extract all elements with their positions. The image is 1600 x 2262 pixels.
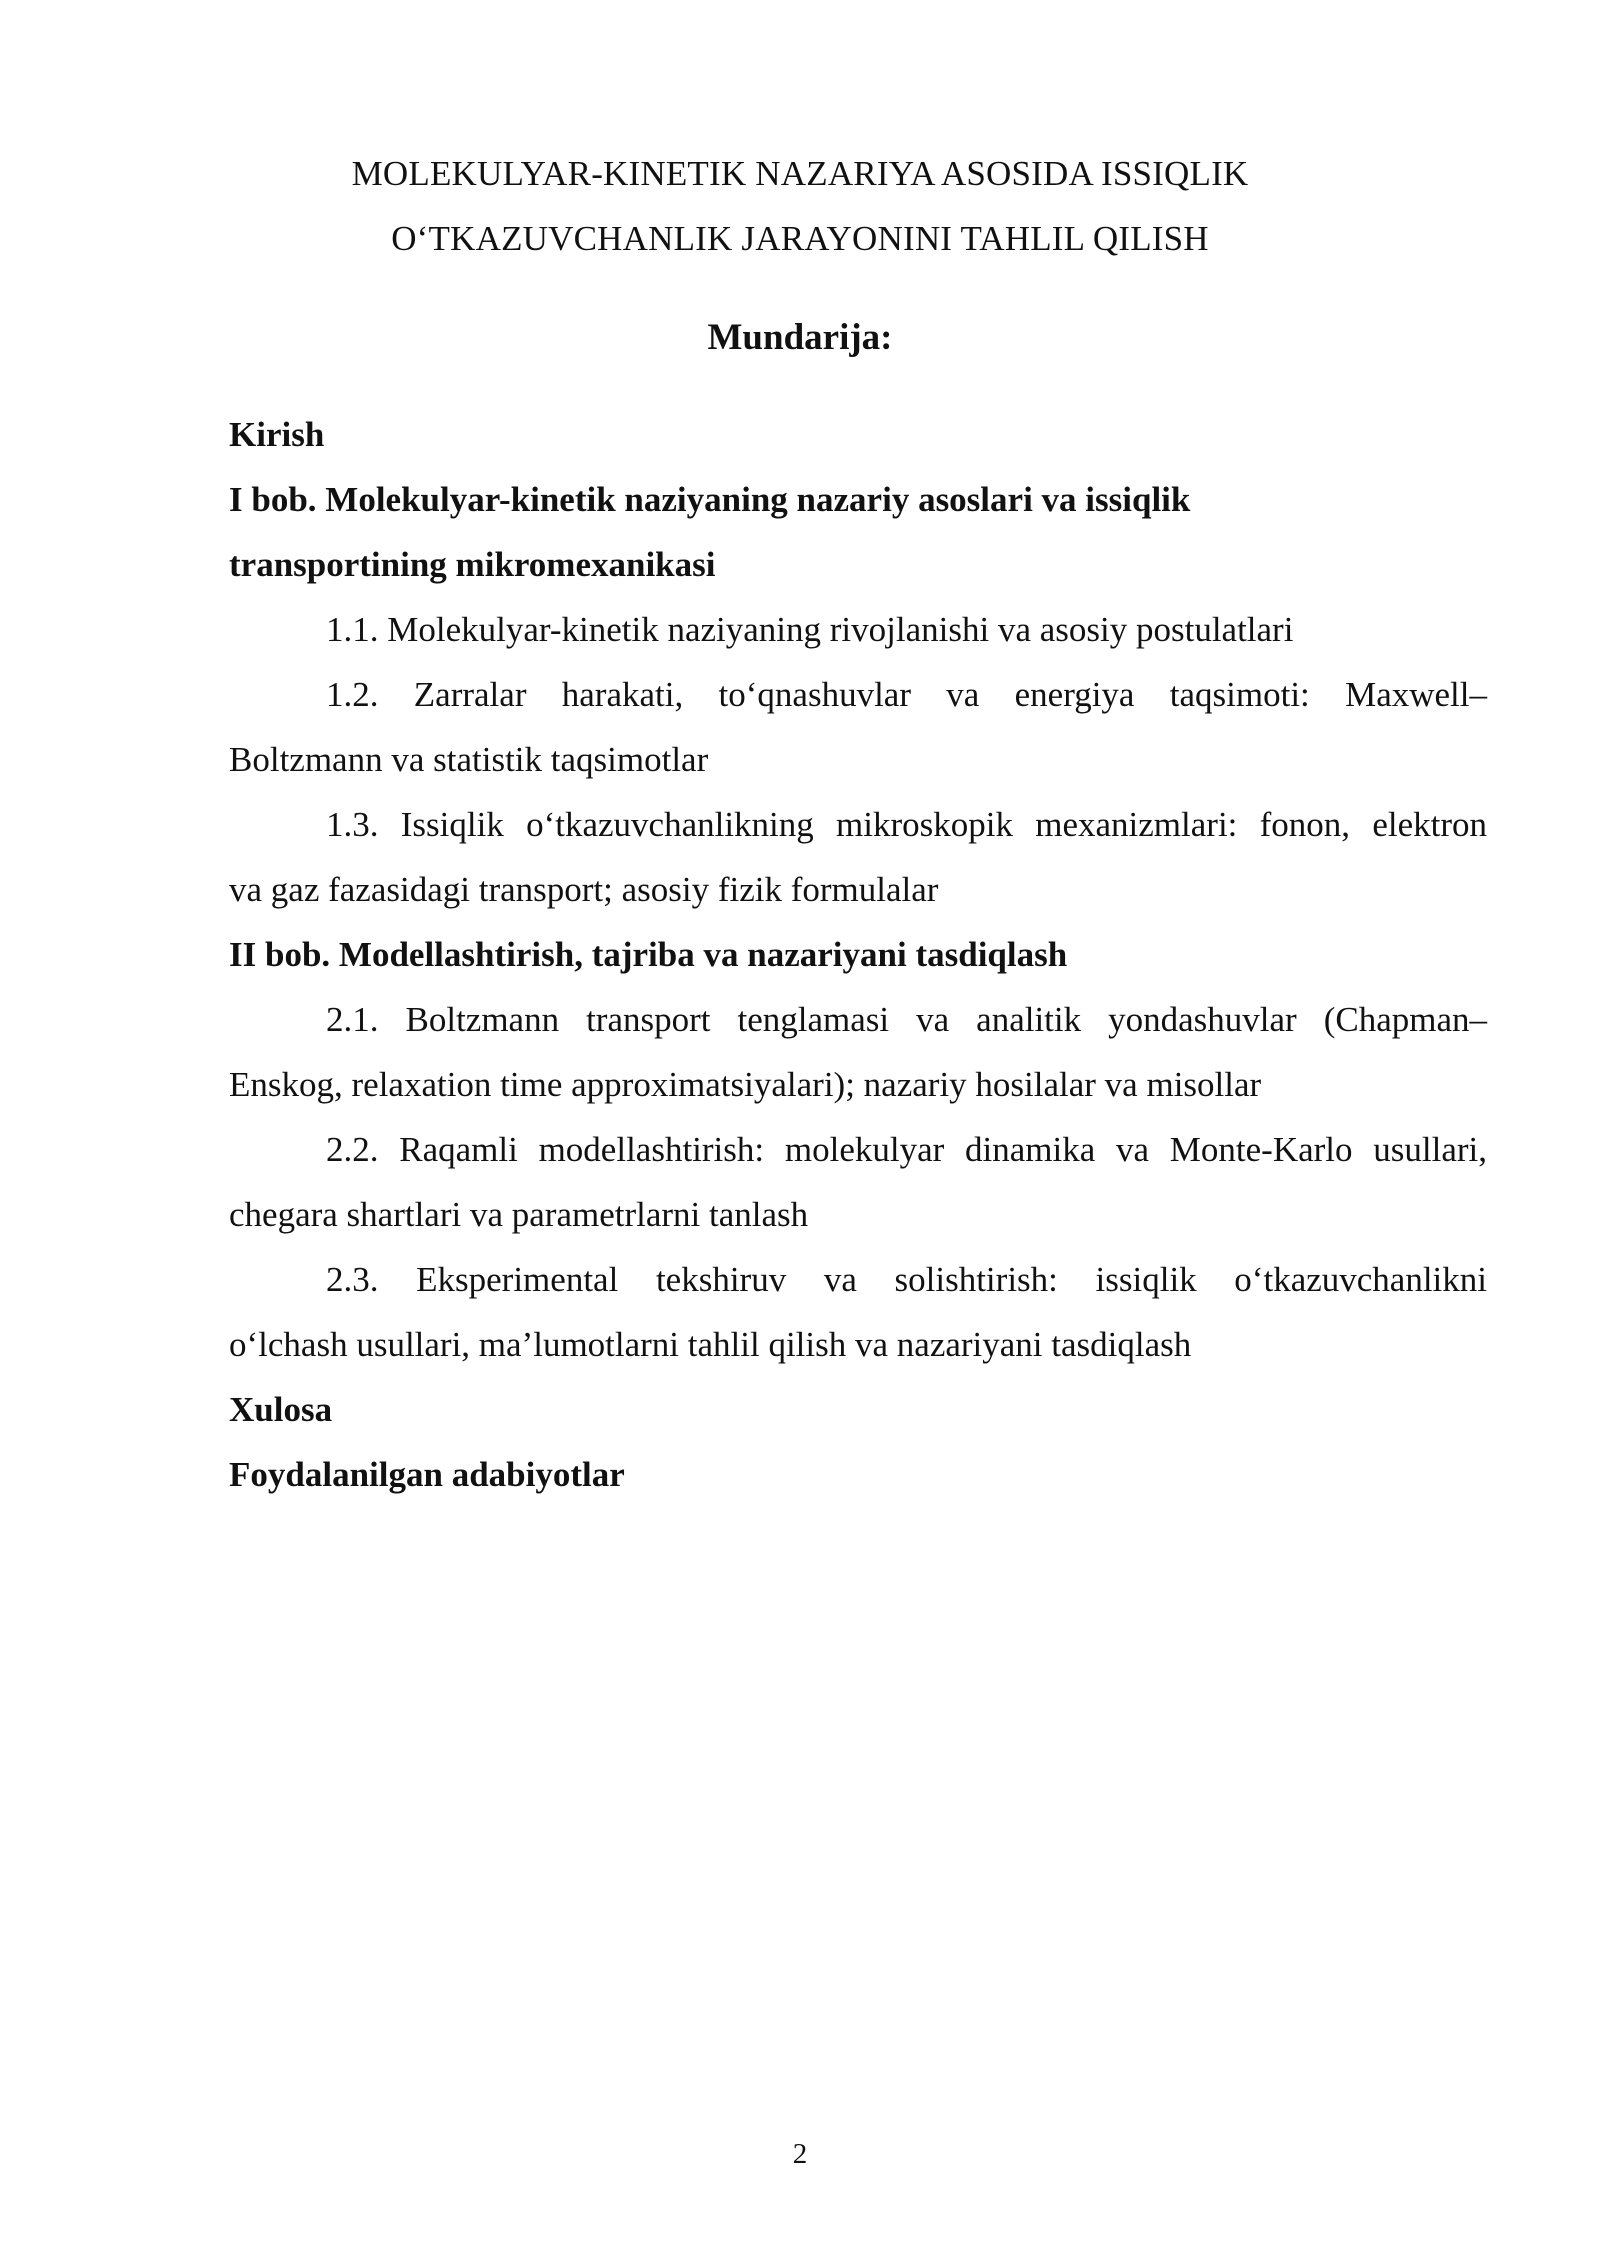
document-title-line-2: O‘TKAZUVCHANLIK JARAYONINI TAHLIL QILISH (391, 219, 1209, 258)
toc-chapter-1-line-2: transportining mikromexanikasi (229, 545, 716, 584)
toc-section-1-3-line-2: va gaz fazasidagi transport; asosiy fizik formulalar (229, 870, 939, 909)
toc-conclusion: Xulosa (229, 1390, 333, 1429)
document-title-line-1: MOLEKULYAR-KINETIK NAZARIYA ASOSIDA ISSIQLIK (351, 154, 1249, 193)
toc-section-1-2-line-2: Boltzmann va statistik taqsimotlar (229, 740, 709, 779)
toc-intro: Kirish (229, 415, 325, 454)
toc-section-2-3-line-2: o‘lchash usullari, ma’lumotlarni tahlil qilish va nazariyani tasdiqlash (229, 1325, 1192, 1364)
page-number: 2 (792, 2138, 808, 2170)
toc-section-1-3-line-1: 1.3. Issiqlik o‘tkazuvchanlikning mikroskopik mexanizmlari: fonon, elektron (326, 805, 1487, 844)
toc-section-1-2-line-1: 1.2. Zarralar harakati, to‘qnashuvlar va energiya taqsimoti: Maxwell– (326, 675, 1487, 714)
toc-references: Foydalanilgan adabiyotlar (229, 1455, 625, 1494)
toc-section-2-2-line-1: 2.2. Raqamli modellashtirish: molekulyar dinamika va Monte-Karlo usullari, (326, 1130, 1487, 1169)
toc-section-2-1-line-1: 2.1. Boltzmann transport tenglamasi va analitik yondashuvlar (Chapman– (326, 1000, 1487, 1039)
toc-chapter-2: II bob. Modellashtirish, tajriba va nazariyani tasdiqlash (229, 935, 1068, 974)
toc-chapter-1-line-1: I bob. Molekulyar-kinetik naziyaning nazariy asoslari va issiqlik (229, 480, 1191, 519)
toc-section-2-3-line-1: 2.3. Eksperimental tekshiruv va solishtirish: issiqlik o‘tkazuvchanlikni (326, 1260, 1487, 1299)
toc-section-1-1: 1.1. Molekulyar-kinetik naziyaning rivojlanishi va asosiy postulatlari (326, 610, 1294, 649)
contents-heading: Mundarija: (707, 317, 893, 358)
toc-section-2-2-line-2: chegara shartlari va parametrlarni tanlash (229, 1195, 809, 1234)
toc-section-2-1-line-2: Enskog, relaxation time approximatsiyalari); nazariy hosilalar va misollar (229, 1065, 1262, 1104)
